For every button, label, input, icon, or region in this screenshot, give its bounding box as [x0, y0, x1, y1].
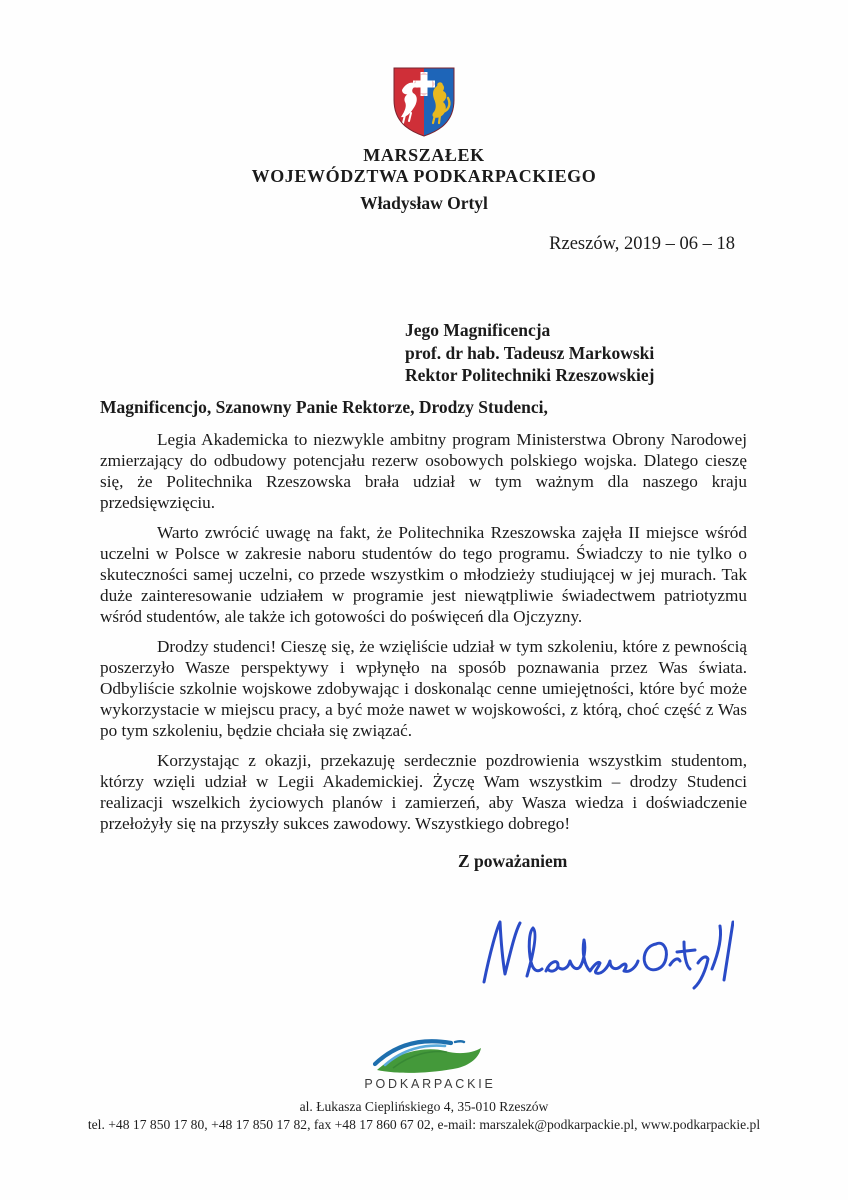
closing-phrase: Z poważaniem	[458, 851, 568, 871]
letterhead-office-line2: WOJEWÓDZTWA PODKARPACKIEGO	[251, 166, 597, 186]
letterhead-office	[0, 145, 848, 187]
footer-address: al. Łukasza Cieplińskiego 4, 35-010 Rzeszów	[299, 1099, 549, 1114]
addressee-line2: prof. dr hab. Tadeusz Markowski	[405, 342, 655, 363]
letter-body	[100, 429, 747, 843]
date-line: Rzeszów, 2019 – 06 – 18	[549, 234, 735, 254]
paragraph-2: Warto zwrócić uwagę na fakt, że Politechnika Rzeszowska zajęła II miejsce wśród uczelni w Polsce w zakresie naboru studentów do tego programu. Świadczy to nie tylko o skuteczności samej uczelni, co przede wszystkim o młodzieży studiującej w jej murach. Tak duże zainteresowanie udziałem w programie jest niewątpliwie świadectwem patriotyzmu wśród studentów, ale także ich gotowości do poświęceń dla Ojczyzny.	[100, 523, 747, 626]
addressee-block	[405, 319, 655, 387]
addressee-line3: Rektor Politechniki Rzeszowskiej	[405, 365, 655, 385]
letterhead-person-name: Władysław Ortyl	[360, 193, 488, 213]
footer-contact: tel. +48 17 850 17 80, +48 17 850 17 82, fax +48 17 860 67 02, e-mail: marszalek@podkarpackie.pl, www.podkarpackie.pl	[87, 1116, 761, 1132]
footer	[0, 1098, 848, 1133]
paragraph-3: Drodzy studenci! Cieszę się, że wzięliście udział w tym szkoleniu, które z pewnością poszerzyło Wasze perspektywy i wpłynęło na sposób poznawania przez Was świata. Odbyliście szkolnie wojskowe zdobywając i doskonaląc cenne umiejętności, które być może wykorzystacie w miejscu pracy, a być może nawet w wojskowości, z którą, choć część z Was po tym szkoleniu, będzie chciała się związać.	[100, 637, 747, 740]
podkarpackie-coat-of-arms-icon	[388, 63, 460, 139]
addressee-line1: Jego Magnificencja	[405, 320, 551, 340]
paragraph-4: Korzystając z okazji, przekazuję serdecznie pozdrowienia wszystkim studentom, którzy wzięli udział w Legii Akademickiej. Życzę Wam wszystkim – drodzy Studenci realizacji wszelkich życiowych planów i zamierzeń, aby Wasza wiedza i doświadczenie przełożyły się na przyszły sukces zawodowy. Wszystkiego dobrego!	[100, 751, 747, 833]
paragraph-1: Legia Akademicka to niezwykle ambitny program Ministerstwa Obrony Narodowej zmierzający do odbudowy potencjału rezerw osobowych polskiego wojska. Dlatego cieszę się, że Politechnika Rzeszowska brała udział w tym ważnym dla naszego kraju przedsięwzięciu.	[100, 430, 747, 512]
letterhead-office-line1: MARSZAŁEK	[363, 145, 485, 165]
logo-wordmark: PODKARPACKIE	[364, 1077, 496, 1091]
podkarpackie-logo-icon	[367, 1036, 493, 1076]
podkarpackie-logo	[358, 1036, 502, 1091]
salutation: Magnificencjo, Szanowny Panie Rektorze, Drodzy Studenci,	[100, 397, 548, 417]
handwritten-signature-graphic	[472, 912, 734, 1016]
